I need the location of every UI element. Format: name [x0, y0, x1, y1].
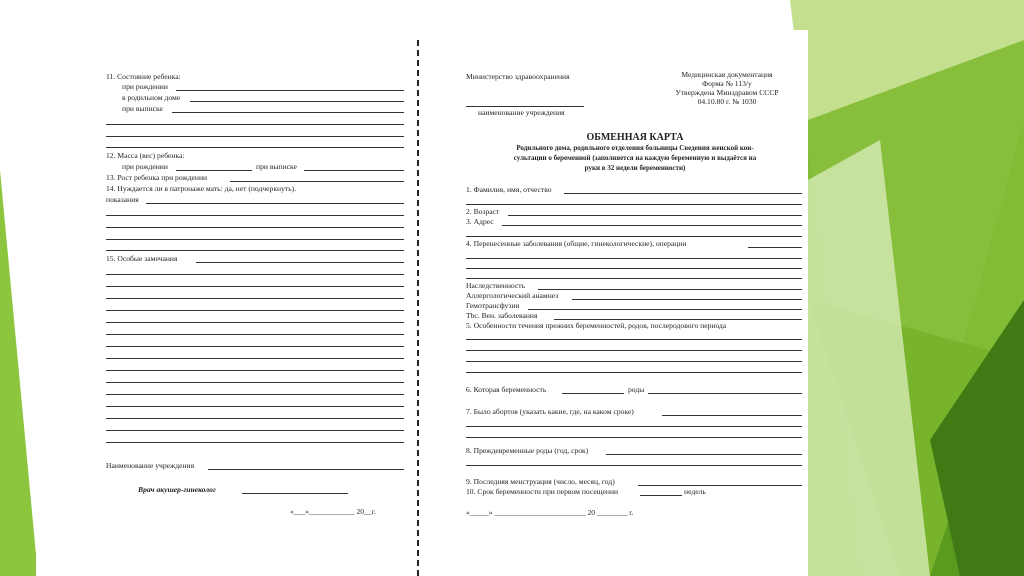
date-right: «_____» ________________________ 20 ________ г.: [466, 508, 634, 517]
weight-at-discharge-label: при выписке: [256, 162, 297, 171]
blank-line: [466, 258, 802, 259]
blank-line: [662, 415, 802, 416]
field-2-age: 2. Возраст: [466, 207, 500, 216]
item-12: 12. Масса (вес) ребенка:: [106, 151, 185, 160]
tbc-label: Tbc. Вен. заболевания: [466, 311, 538, 320]
left-green-triangle: [0, 170, 38, 576]
blank-line: [466, 437, 802, 438]
document-title: ОБМЕННАЯ КАРТА: [586, 132, 684, 143]
page-divider: [417, 40, 419, 576]
subtitle-line-3: руки в 32 недели беременности): [584, 164, 686, 172]
blank-line: [106, 250, 404, 251]
ministry-label: Министерство здравоохранения: [466, 72, 570, 81]
doctor-label: Врач акушер-гинеколог: [138, 485, 216, 494]
blank-line: [230, 181, 404, 182]
weight-at-birth-label: при рождении: [122, 162, 168, 171]
blank-line: [554, 319, 802, 320]
allergy-label: Аллергологический анамнез: [466, 291, 559, 300]
blank-line: [648, 393, 802, 394]
blank-line: [528, 309, 802, 310]
blank-line: [564, 193, 802, 194]
blank-line: [106, 124, 404, 125]
blank-line: [172, 112, 404, 113]
blank-line: [106, 274, 404, 275]
blank-line: [106, 430, 404, 431]
blank-line: [572, 299, 802, 300]
blank-line: [502, 225, 802, 226]
blank-line: [106, 346, 404, 347]
field-8-premature: 8. Преждевременные роды (год, срок): [466, 446, 589, 455]
blank-line: [508, 215, 802, 216]
item-15: 15. Особые замечания: [106, 254, 178, 263]
item-14: 14. Нуждается ли в патронаже мать: да, нет (подчеркнуть).: [106, 184, 297, 193]
blank-line: [106, 394, 404, 395]
institution-caption: наименование учреждения: [478, 108, 565, 117]
field-4-diseases: 4. Перенесенные заболевания (общие, гинекологические), операции: [466, 239, 687, 248]
subtitle-line-1: Родильного дома, родильного отделения больницы Сведения женской кон-: [516, 144, 754, 152]
indications-label: показания: [106, 195, 139, 204]
field-10-weeks: недель: [684, 487, 706, 496]
blank-line: [466, 278, 802, 279]
transfusion-label: Гемотрансфузии: [466, 301, 520, 310]
blank-line: [106, 442, 404, 443]
field-6-pregnancy: 6. Которая беременность: [466, 385, 547, 394]
blank-line: [466, 268, 802, 269]
blank-line: [466, 339, 802, 340]
blank-line: [106, 322, 404, 323]
approved-label: Утверждена Минздравом СССР: [675, 88, 779, 97]
in-maternity-label: в родильном доме: [122, 93, 181, 102]
left-page: [36, 30, 416, 576]
at-discharge-label: при выписке: [122, 104, 163, 113]
blank-line: [106, 310, 404, 311]
blank-line: [466, 361, 802, 362]
blank-line: [106, 286, 404, 287]
blank-line: [638, 485, 802, 486]
blank-line: [106, 418, 404, 419]
blank-line: [106, 370, 404, 371]
field-9-menstruation: 9. Последняя менструация (число, месяц, год): [466, 477, 615, 486]
at-birth-label: при рождении: [122, 82, 168, 91]
blank-line: [208, 469, 404, 470]
item-13: 13. Рост ребенка при рождении: [106, 173, 208, 182]
blank-line: [196, 262, 404, 263]
signature-line: [242, 493, 348, 494]
field-1-name: 1. Фамилия, имя, отчество: [466, 185, 552, 194]
field-6-births: роды: [628, 385, 645, 394]
date-left: «___»____________ 20__г.: [290, 507, 376, 516]
institution-label: Наименование учреждения: [106, 461, 195, 470]
blank-line: [106, 227, 404, 228]
field-3-address: 3. Адрес: [466, 217, 494, 226]
blank-line: [106, 147, 404, 148]
blank-line: [748, 247, 802, 248]
blank-line: [106, 406, 404, 407]
blank-line: [106, 298, 404, 299]
blank-line: [640, 495, 682, 496]
blank-line: [466, 204, 802, 205]
field-5-pregnancies: 5. Особенности течения прежних беременностей, родов, послеродового периода: [466, 321, 727, 330]
blank-line: [562, 393, 624, 394]
approved-date: 04.10.80 г. № 1030: [697, 97, 757, 106]
field-7-abortions: 7. Было абортов (указать какие, где, на каком сроке): [466, 407, 634, 416]
blank-line: [176, 90, 404, 91]
form-number: Форма № 113/у: [702, 79, 752, 88]
blank-line: [106, 334, 404, 335]
blank-line: [106, 136, 404, 137]
heredity-label: Наследственность: [466, 281, 526, 290]
subtitle-line-2: сультации о беременной (заполняется на каждую беременную и выдаётся на: [513, 154, 757, 162]
blank-line: [466, 372, 802, 373]
blank-line: [466, 236, 802, 237]
blank-line: [176, 170, 252, 171]
item-11: 11. Состояние ребенка:: [106, 72, 181, 81]
document-scan: [36, 30, 808, 576]
blank-line: [106, 215, 404, 216]
right-page: [428, 30, 808, 576]
blank-line: [146, 203, 404, 204]
blank-line: [466, 350, 802, 351]
institution-line: [466, 106, 584, 107]
blank-line: [466, 426, 802, 427]
blank-line: [606, 454, 802, 455]
field-10-term: 10. Срок беременности при первом посещении: [466, 487, 619, 496]
blank-line: [190, 101, 404, 102]
blank-line: [304, 170, 404, 171]
blank-line: [106, 382, 404, 383]
blank-line: [106, 239, 404, 240]
blank-line: [538, 289, 802, 290]
blank-line: [106, 358, 404, 359]
blank-line: [466, 465, 802, 466]
med-doc-label: Медицинская документация: [681, 70, 773, 79]
